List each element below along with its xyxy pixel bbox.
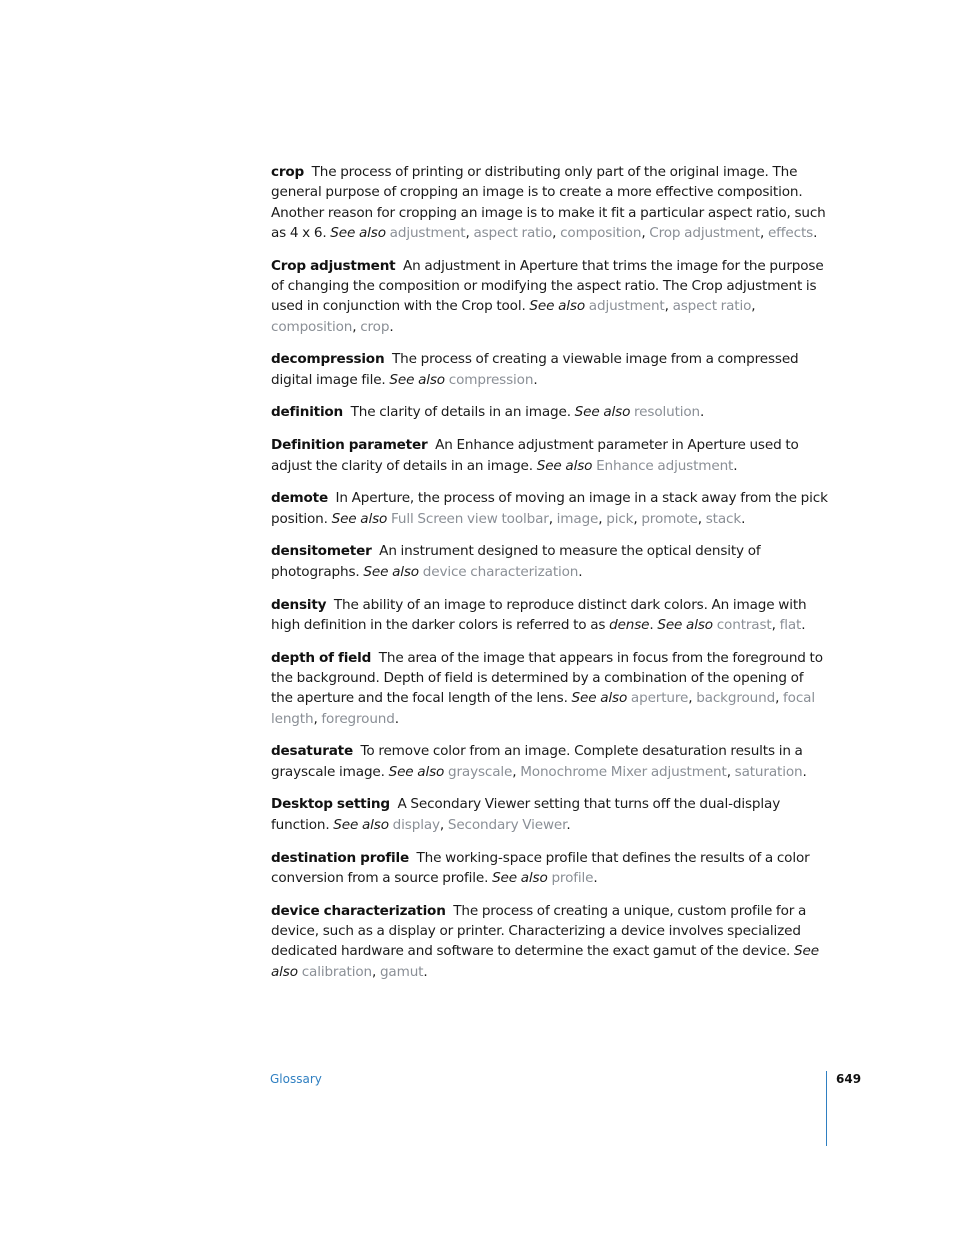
glossary-term: definition — [271, 404, 344, 421]
glossary-definition-end: . — [649, 616, 654, 633]
glossary-definition: The process of printing or distributing only part of the original image. The general purpose of cropping an image is to create a more effective composition. Another reason for cropping an image is to make it fit a particular aspect ratio, such as 4 x 6. — [271, 164, 826, 241]
see-also-link[interactable]: crop — [360, 318, 390, 335]
see-also-link[interactable]: stack — [705, 510, 742, 527]
see-also-link[interactable]: composition — [271, 318, 353, 335]
see-also-link[interactable]: foreground — [321, 710, 395, 727]
see-also-link[interactable]: device characterization — [422, 563, 579, 580]
glossary-definition: In Aperture, the process of moving an image in a stack away from the pick position. — [271, 490, 828, 527]
see-also-link[interactable]: calibration — [301, 963, 372, 980]
glossary-definition: The area of the image that appears in focus from the foreground to the background. Depth of field is determined by a combination of the opening of the aperture and the focal length of the lens. — [271, 649, 823, 707]
see-also-link[interactable]: resolution — [634, 404, 701, 421]
see-also-label: See also — [536, 457, 593, 474]
see-also-link[interactable]: aspect ratio — [473, 224, 553, 241]
footer-section-label: Glossary — [270, 1072, 322, 1086]
glossary-definition-emphasis: dense — [609, 616, 650, 633]
glossary-entry: depth of field The area of the image that appears in focus from the foreground to the background. Depth of field is determined by a combination of the opening of the aperture and the focal length of the lens. See also aperture, background, focal length, foreground. — [271, 649, 823, 727]
see-also-link[interactable]: promote — [641, 510, 698, 527]
glossary-entry: Definition parameter An Enhance adjustment parameter in Aperture used to adjust the clarity of details in an image. See also Enhance adjustment. — [271, 437, 799, 474]
glossary-definition: An adjustment in Aperture that trims the image for the purpose of changing the composition or modifying the aspect ratio. The Crop adjustment is used in conjunction with the Crop tool. — [271, 257, 824, 315]
see-also-link[interactable]: flat — [779, 616, 802, 633]
see-also-link[interactable]: Monochrome Mixer adjustment — [520, 763, 727, 780]
glossary-definition: To remove color from an image. Complete desaturation results in a grayscale image. — [271, 743, 803, 780]
glossary-entry: destination profile The working-space profile that defines the results of a color conversion from a source profile. See also profile. — [271, 849, 810, 886]
see-also-label: See also — [657, 616, 713, 633]
see-also-link[interactable]: grayscale — [447, 763, 513, 780]
glossary-definition: The process of creating a unique, custom profile for a device, such as a display or printer. Characterizing a device involves specialized dedicated hardware and software to determine the exact gamut of the device. — [271, 902, 807, 960]
glossary-list — [271, 162, 829, 994]
see-also-link[interactable]: display — [392, 816, 440, 833]
glossary-entry: definition The clarity of details in an image. See also resolution. — [271, 404, 705, 421]
see-also-link[interactable]: compression — [448, 371, 534, 388]
footer-divider — [826, 1071, 827, 1146]
see-also-link[interactable]: composition — [560, 224, 642, 241]
glossary-term: crop — [271, 164, 305, 180]
see-also-label: See also — [271, 943, 819, 980]
see-also-link[interactable]: pick — [606, 510, 634, 527]
see-also-link[interactable]: Full Screen view toolbar — [390, 510, 549, 527]
glossary-definition: The process of creating a viewable image from a compressed digital image file. — [271, 351, 799, 388]
see-also-link[interactable]: image — [556, 510, 599, 527]
glossary-entry: Crop adjustment An adjustment in Aperture that trims the image for the purpose of changing the composition or modifying the aspect ratio. The Crop adjustment is used in conjunction with the Crop tool. See also adjustment, aspect ratio, composition, crop. — [271, 257, 824, 335]
see-also-link[interactable]: Crop adjustment — [649, 224, 760, 241]
see-also-link[interactable]: focal length — [271, 690, 815, 727]
see-also-label: See also — [389, 371, 445, 388]
see-also-label: See also — [574, 404, 631, 421]
glossary-definition: A Secondary Viewer setting that turns off the dual-display function. — [271, 796, 781, 833]
glossary-term: device characterization — [271, 902, 446, 919]
glossary-term: destination profile — [271, 849, 409, 866]
see-also-link[interactable]: Enhance adjustment — [596, 457, 734, 474]
see-also-link[interactable]: gamut — [379, 963, 424, 980]
glossary-entry: crop The process of printing or distributing only part of the original image. The general purpose of cropping an image is to create a more effective composition. Another reason for cropping an image is to make it fit a particular aspect ratio, such as 4 x 6. See also adjustment, aspect ratio, composition, Crop adjustment, effects. — [271, 164, 826, 241]
see-also-label: See also — [331, 510, 388, 527]
glossary-entry: densitometer An instrument designed to measure the optical density of photographs. See also device characterization. — [271, 543, 761, 580]
see-also-label: See also — [529, 298, 585, 315]
see-also-link[interactable]: profile — [551, 869, 594, 886]
see-also-link[interactable]: effects — [767, 224, 814, 241]
see-also-label: See also — [333, 816, 389, 833]
see-also-link[interactable]: aspect ratio — [672, 298, 752, 315]
see-also-link[interactable]: background — [696, 690, 776, 707]
glossary-definition: An Enhance adjustment parameter in Aperture used to adjust the clarity of details in an image. — [271, 437, 799, 474]
glossary-entry: density The ability of an image to reproduce distinct dark colors. An image with high definition in the darker colors is referred to as dense. See also contrast, flat. — [271, 596, 807, 633]
glossary-entry: decompression The process of creating a viewable image from a compressed digital image file. See also compression. — [271, 351, 799, 388]
glossary-entry: device characterization The process of creating a unique, custom profile for a device, such as a display or printer. Characterizing a device involves specialized dedicated hardware and software to determine the exact gamut of the device. See also calibration, gamut. — [271, 902, 819, 980]
see-also-label: See also — [330, 224, 386, 241]
see-also-link[interactable]: contrast — [716, 616, 772, 633]
glossary-definition: The clarity of details in an image. — [350, 404, 571, 421]
glossary-term: desaturate — [271, 743, 353, 760]
glossary-definition: The ability of an image to reproduce distinct dark colors. An image with high definition in the darker colors is referred to as — [271, 596, 807, 633]
glossary-term: Definition parameter — [271, 437, 428, 454]
glossary-term: densitometer — [271, 543, 372, 560]
see-also-link[interactable]: Secondary Viewer — [447, 816, 567, 833]
glossary-definition: An instrument designed to measure the optical density of photographs. — [271, 543, 761, 580]
see-also-label: See also — [388, 763, 445, 780]
see-also-label: See also — [492, 869, 548, 886]
glossary-term: Crop adjustment — [271, 257, 396, 274]
glossary-term: depth of field — [271, 649, 372, 666]
see-also-label: See also — [571, 690, 628, 707]
glossary-term: decompression — [271, 351, 385, 368]
glossary-definition: The working-space profile that defines the results of a color conversion from a source profile. — [271, 849, 810, 886]
glossary-entry: demote In Aperture, the process of moving an image in a stack away from the pick position. See also Full Screen view toolbar, image, pick, promote, stack. — [271, 490, 828, 527]
see-also-link[interactable]: adjustment — [588, 298, 665, 315]
see-also-link[interactable]: saturation — [734, 763, 803, 780]
glossary-entry: desaturate To remove color from an image. Complete desaturation results in a grayscale image. See also grayscale, Monochrome Mixer adjustment, saturation. — [271, 743, 807, 780]
see-also-link[interactable]: aperture — [630, 690, 689, 707]
glossary-term: demote — [271, 490, 328, 507]
glossary-entry: Desktop setting A Secondary Viewer setting that turns off the dual-display function. See also display, Secondary Viewer. — [271, 796, 781, 833]
see-also-label: See also — [363, 563, 419, 580]
glossary-term: density — [271, 596, 327, 613]
page-number: 649 — [836, 1072, 862, 1086]
glossary-term: Desktop setting — [271, 796, 390, 813]
see-also-link[interactable]: adjustment — [389, 224, 466, 241]
